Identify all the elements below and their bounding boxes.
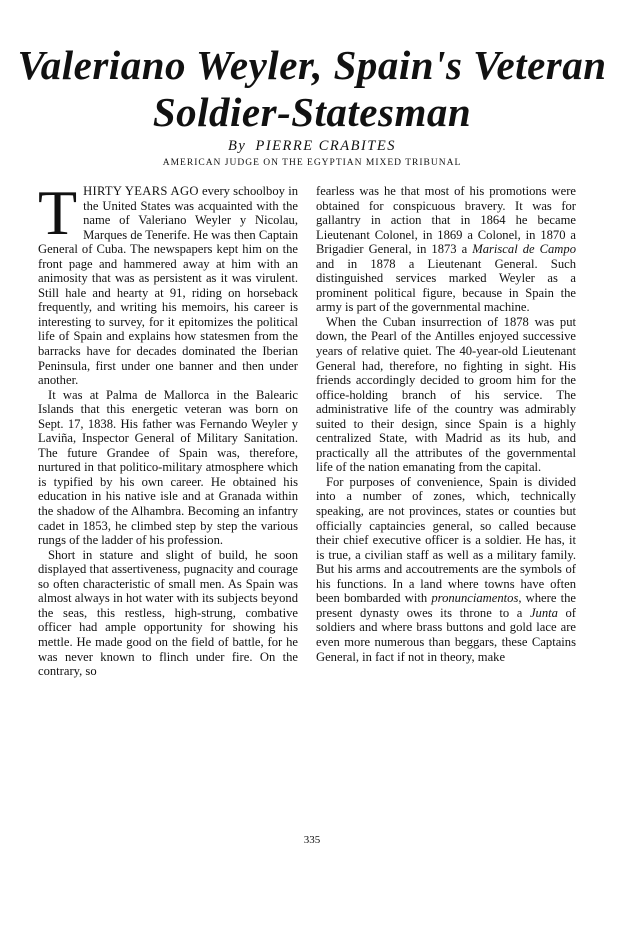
byline (0, 138, 624, 155)
title-line-1: Valeriano Weyler, Spain's Veteran (17, 42, 607, 88)
paragraph: When the Cuban insurrection of 1878 was put down, the Pearl of the Antilles enjoyed successive years of relative quiet. The 40-year-old Lieutenant General had, therefore, no fighting in sight. His friends accordingly decided to groom him for the office-holding branch of his service. The administrative life of the country was admirably suited to their design, since Spain is a highly centralized State, with Madrid as its hub, and practically all the attributes of the governmental life of the nation emanating from the capital. (316, 314, 576, 475)
paragraph-text: and in 1878 a Lieutenant General. Such distinguished services marked Weyler as a prominent political figure, because in Spain the army is part of the governmental machine. (316, 256, 576, 315)
author-affiliation: AMERICAN JUDGE ON THE EGYPTIAN MIXED TRIBUNAL (162, 158, 462, 168)
paragraph-text: For purposes of convenience, Spain is divided into a number of zones, which, technically speaking, are not provinces, states or counties but officially captaincies general, so called because their chief executive officer is a soldier. He has, it is true, a civilian staff as well as a military family. But his arms and accoutrements are the symbols of his functions. In a land where towns have often been bombarded with (316, 474, 576, 606)
byline-prefix: By (228, 138, 247, 154)
paragraph: Short in stature and slight of build, he soon displayed that assertiveness, pugnacity and courage so often characteristic of small men. As Spain was almost always in hot water with its subjects beyond the seas, this restless, high-strung, combative officer had ample opportunity for showing his mettle. He made good on the field of battle, for he was never known to flinch under fire. On the contrary, so (38, 547, 298, 679)
paragraph-text: every schoolboy in the United States was acquainted with the name of Valeriano Weyler y Nicolau, Marques de Tenerife. He was then Captain General of Cuba. The newspapers kept him on the front page and hammered away at him with an animosity that was as persistent as it was virulent. Still hale and hearty at 91, riding on horseback frequently, and writing his memoirs, his career is interesting to survey, for it epitomizes the political life of Spain and explains how statesmen from the barracks have for decades dominated the Iberian Peninsula, first under one banner and then under another. (38, 184, 298, 388)
paragraph: It was at Palma de Mallorca in the Balearic Islands that this energetic veteran was born on Sept. 17, 1838. His father was Fernando Weyler y Laviña, Inspector General of Military Sanitation. The future Grandee of Spain was, therefore, nurtured in that politico-military atmosphere which is typified by his own career. He obtained his education in his native isle and at Granada within the shadow of the Alhambra. Becoming an infantry cadet in 1853, he climbed step by step the various rungs of the ladder of his profession. (38, 387, 298, 548)
lead-in-text: HIRTY YEARS AGO (83, 184, 199, 198)
title-line-2: Soldier-Statesman (152, 89, 472, 135)
page-number: 335 (303, 834, 321, 846)
italic-term: Junta (529, 605, 558, 620)
italic-term: Mariscal de Campo (472, 242, 576, 257)
text-column-left (38, 177, 298, 679)
paragraph-text: of soldiers and where brass buttons and gold lace are even more numerous than beggars, these Captains General, in fact if not in theory, make (316, 605, 576, 664)
drop-cap: T (38, 177, 78, 248)
paragraph (316, 475, 576, 664)
paragraph (38, 177, 298, 388)
author-name: PIERRE CRABITES (255, 138, 396, 154)
italic-term: pronunciamentos (431, 591, 519, 606)
paragraph-text: , where the present dynasty owes its throne to a (316, 591, 576, 620)
paragraph (316, 184, 576, 315)
article-title (0, 42, 624, 136)
text-column-right (316, 184, 576, 664)
paragraph-text: fearless was he that most of his promotions were obtained for conspicuous bravery. It was for gallantry in action that in 1864 he became Lieutenant Colonel, in 1869 a Colonel, in 1870 a Brigadier General, in 1873 a (316, 184, 576, 257)
